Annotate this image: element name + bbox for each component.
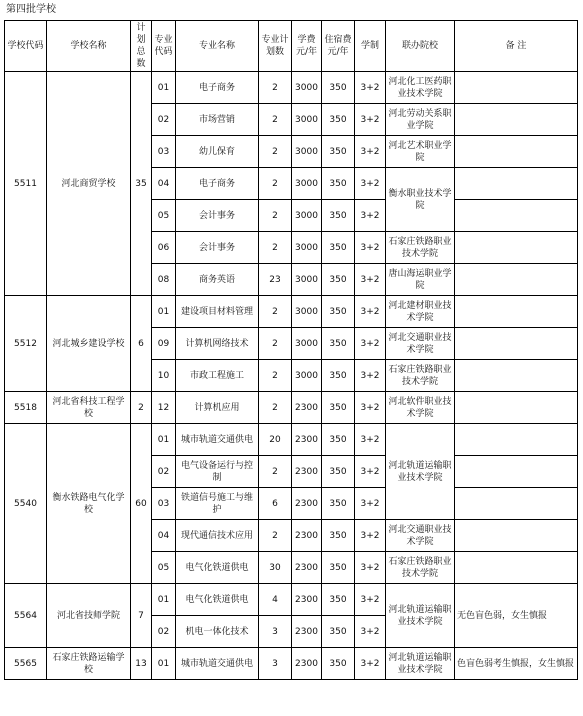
lodging: 350 <box>322 296 355 328</box>
tuition: 2300 <box>292 456 322 488</box>
header-tuition: 学费元/年 <box>292 21 322 72</box>
school-code: 5565 <box>5 648 47 680</box>
major-code: 12 <box>152 392 176 424</box>
tuition: 3000 <box>292 72 322 104</box>
lodging: 350 <box>322 264 355 296</box>
major-code: 02 <box>152 616 176 648</box>
major-name: 会计事务 <box>176 200 259 232</box>
system: 3+2 <box>355 520 386 552</box>
school-name: 石家庄铁路运输学校 <box>47 648 131 680</box>
major-name: 城市轨道交通供电 <box>176 648 259 680</box>
remark <box>455 168 578 200</box>
lodging: 350 <box>322 616 355 648</box>
tuition: 3000 <box>292 296 322 328</box>
school-code: 5518 <box>5 392 47 424</box>
lodging: 350 <box>322 584 355 616</box>
tuition: 2300 <box>292 616 322 648</box>
partner: 河北劳动关系职业学院 <box>386 104 455 136</box>
plan-total: 60 <box>131 424 152 584</box>
partner: 唐山海运职业学院 <box>386 264 455 296</box>
major-name: 电子商务 <box>176 168 259 200</box>
remark <box>455 552 578 584</box>
major-code: 03 <box>152 488 176 520</box>
lodging: 350 <box>322 360 355 392</box>
remark: 色盲色弱考生慎报，女生慎报 <box>455 648 578 680</box>
tuition: 2300 <box>292 584 322 616</box>
school-code: 5564 <box>5 584 47 648</box>
remark <box>455 392 578 424</box>
major-code: 04 <box>152 168 176 200</box>
tuition: 2300 <box>292 392 322 424</box>
school-code: 5511 <box>5 72 47 296</box>
major-code: 01 <box>152 72 176 104</box>
plan-total: 2 <box>131 392 152 424</box>
major-name: 市政工程施工 <box>176 360 259 392</box>
major-code: 01 <box>152 584 176 616</box>
remark <box>455 136 578 168</box>
tuition: 3000 <box>292 264 322 296</box>
major-plan: 4 <box>259 584 292 616</box>
remark <box>455 488 578 520</box>
school-code: 5540 <box>5 424 47 584</box>
school-name: 河北省科技工程学校 <box>47 392 131 424</box>
tuition: 2300 <box>292 648 322 680</box>
major-plan: 2 <box>259 296 292 328</box>
major-code: 01 <box>152 296 176 328</box>
header-school-name: 学校名称 <box>47 21 131 72</box>
header-major-name: 专业名称 <box>176 21 259 72</box>
system: 3+2 <box>355 296 386 328</box>
remark <box>455 456 578 488</box>
remark <box>455 232 578 264</box>
major-name: 现代通信技术应用 <box>176 520 259 552</box>
lodging: 350 <box>322 232 355 264</box>
tuition: 3000 <box>292 232 322 264</box>
system: 3+2 <box>355 168 386 200</box>
major-plan: 23 <box>259 264 292 296</box>
partner: 石家庄铁路职业技术学院 <box>386 552 455 584</box>
major-name: 市场营销 <box>176 104 259 136</box>
major-plan: 20 <box>259 424 292 456</box>
system: 3+2 <box>355 392 386 424</box>
tuition: 2300 <box>292 488 322 520</box>
partner: 石家庄铁路职业技术学院 <box>386 232 455 264</box>
major-name: 商务英语 <box>176 264 259 296</box>
table-row <box>5 424 578 456</box>
major-plan: 2 <box>259 232 292 264</box>
lodging: 350 <box>322 72 355 104</box>
major-plan: 2 <box>259 456 292 488</box>
major-name: 机电一体化技术 <box>176 616 259 648</box>
lodging: 350 <box>322 552 355 584</box>
lodging: 350 <box>322 136 355 168</box>
plan-total: 35 <box>131 72 152 296</box>
major-plan: 6 <box>259 488 292 520</box>
header-school-code: 学校代码 <box>5 21 47 72</box>
remark: 无色盲色弱，女生慎报 <box>455 584 578 648</box>
partner: 石家庄铁路职业技术学院 <box>386 360 455 392</box>
tuition: 2300 <box>292 424 322 456</box>
remark <box>455 296 578 328</box>
remark <box>455 520 578 552</box>
remark <box>455 424 578 456</box>
school-name: 河北商贸学校 <box>47 72 131 296</box>
major-plan: 3 <box>259 648 292 680</box>
major-plan: 2 <box>259 520 292 552</box>
major-code: 02 <box>152 104 176 136</box>
system: 3+2 <box>355 136 386 168</box>
tuition: 3000 <box>292 104 322 136</box>
lodging: 350 <box>322 648 355 680</box>
system: 3+2 <box>355 104 386 136</box>
lodging: 350 <box>322 520 355 552</box>
major-code: 01 <box>152 648 176 680</box>
lodging: 350 <box>322 392 355 424</box>
major-code: 04 <box>152 520 176 552</box>
table-row <box>5 648 578 680</box>
header-remark: 备 注 <box>455 21 578 72</box>
lodging: 350 <box>322 168 355 200</box>
header-plan-total: 计划总数 <box>131 21 152 72</box>
partner: 河北软件职业技术学院 <box>386 392 455 424</box>
tuition: 3000 <box>292 328 322 360</box>
table-row <box>5 584 578 616</box>
major-code: 05 <box>152 200 176 232</box>
header-system: 学制 <box>355 21 386 72</box>
major-name: 计算机应用 <box>176 392 259 424</box>
system: 3+2 <box>355 648 386 680</box>
major-code: 08 <box>152 264 176 296</box>
school-code: 5512 <box>5 296 47 392</box>
tuition: 2300 <box>292 520 322 552</box>
system: 3+2 <box>355 424 386 456</box>
partner: 河北轨道运输职业技术学院 <box>386 648 455 680</box>
remark <box>455 200 578 232</box>
table-row <box>5 72 578 104</box>
header-major-code: 专业代码 <box>152 21 176 72</box>
partner: 河北交通职业技术学院 <box>386 328 455 360</box>
tuition: 3000 <box>292 200 322 232</box>
header-lodging: 住宿费元/年 <box>322 21 355 72</box>
table-row <box>5 296 578 328</box>
partner: 河北交通职业技术学院 <box>386 520 455 552</box>
remark <box>455 72 578 104</box>
major-code: 10 <box>152 360 176 392</box>
school-name: 河北省技师学院 <box>47 584 131 648</box>
system: 3+2 <box>355 552 386 584</box>
major-plan: 3 <box>259 616 292 648</box>
lodging: 350 <box>322 424 355 456</box>
major-name: 电气化铁道供电 <box>176 584 259 616</box>
major-plan: 2 <box>259 392 292 424</box>
major-code: 01 <box>152 424 176 456</box>
major-name: 幼儿保育 <box>176 136 259 168</box>
table-header-row <box>5 21 578 72</box>
remark <box>455 360 578 392</box>
system: 3+2 <box>355 264 386 296</box>
major-plan: 2 <box>259 200 292 232</box>
major-name: 电子商务 <box>176 72 259 104</box>
system: 3+2 <box>355 232 386 264</box>
lodging: 350 <box>322 328 355 360</box>
page-title: 第四批学校 <box>6 4 56 15</box>
remark <box>455 104 578 136</box>
major-name: 计算机网络技术 <box>176 328 259 360</box>
major-plan: 2 <box>259 72 292 104</box>
lodging: 350 <box>322 200 355 232</box>
system: 3+2 <box>355 200 386 232</box>
plan-total: 13 <box>131 648 152 680</box>
major-plan: 2 <box>259 104 292 136</box>
lodging: 350 <box>322 456 355 488</box>
major-name: 城市轨道交通供电 <box>176 424 259 456</box>
major-plan: 2 <box>259 328 292 360</box>
major-name: 会计事务 <box>176 232 259 264</box>
tuition: 3000 <box>292 168 322 200</box>
table-row <box>5 392 578 424</box>
major-code: 09 <box>152 328 176 360</box>
partner: 衡水职业技术学院 <box>386 168 455 232</box>
tuition: 2300 <box>292 552 322 584</box>
school-name: 衡水铁路电气化学校 <box>47 424 131 584</box>
major-plan: 2 <box>259 136 292 168</box>
partner: 河北艺术职业学院 <box>386 136 455 168</box>
system: 3+2 <box>355 328 386 360</box>
partner: 河北轨道运输职业技术学院 <box>386 584 455 648</box>
system: 3+2 <box>355 72 386 104</box>
tuition: 3000 <box>292 360 322 392</box>
system: 3+2 <box>355 488 386 520</box>
major-code: 05 <box>152 552 176 584</box>
header-partner: 联办院校 <box>386 21 455 72</box>
major-name: 铁道信号施工与维护 <box>176 488 259 520</box>
tuition: 3000 <box>292 136 322 168</box>
system: 3+2 <box>355 360 386 392</box>
system: 3+2 <box>355 584 386 616</box>
major-name: 建设项目材料管理 <box>176 296 259 328</box>
major-plan: 2 <box>259 168 292 200</box>
major-plan: 30 <box>259 552 292 584</box>
lodging: 350 <box>322 104 355 136</box>
lodging: 350 <box>322 488 355 520</box>
header-major-plan: 专业计划数 <box>259 21 292 72</box>
school-name: 河北城乡建设学校 <box>47 296 131 392</box>
plan-total: 6 <box>131 296 152 392</box>
partner: 河北轨道运输职业技术学院 <box>386 424 455 520</box>
school-plan-table <box>4 20 578 680</box>
remark <box>455 264 578 296</box>
major-code: 06 <box>152 232 176 264</box>
major-name: 电气化铁道供电 <box>176 552 259 584</box>
major-name: 电气设备运行与控制 <box>176 456 259 488</box>
partner: 河北化工医药职业技术学院 <box>386 72 455 104</box>
system: 3+2 <box>355 616 386 648</box>
major-plan: 2 <box>259 360 292 392</box>
plan-total: 7 <box>131 584 152 648</box>
system: 3+2 <box>355 456 386 488</box>
major-code: 02 <box>152 456 176 488</box>
major-code: 03 <box>152 136 176 168</box>
remark <box>455 328 578 360</box>
partner: 河北建材职业技术学院 <box>386 296 455 328</box>
